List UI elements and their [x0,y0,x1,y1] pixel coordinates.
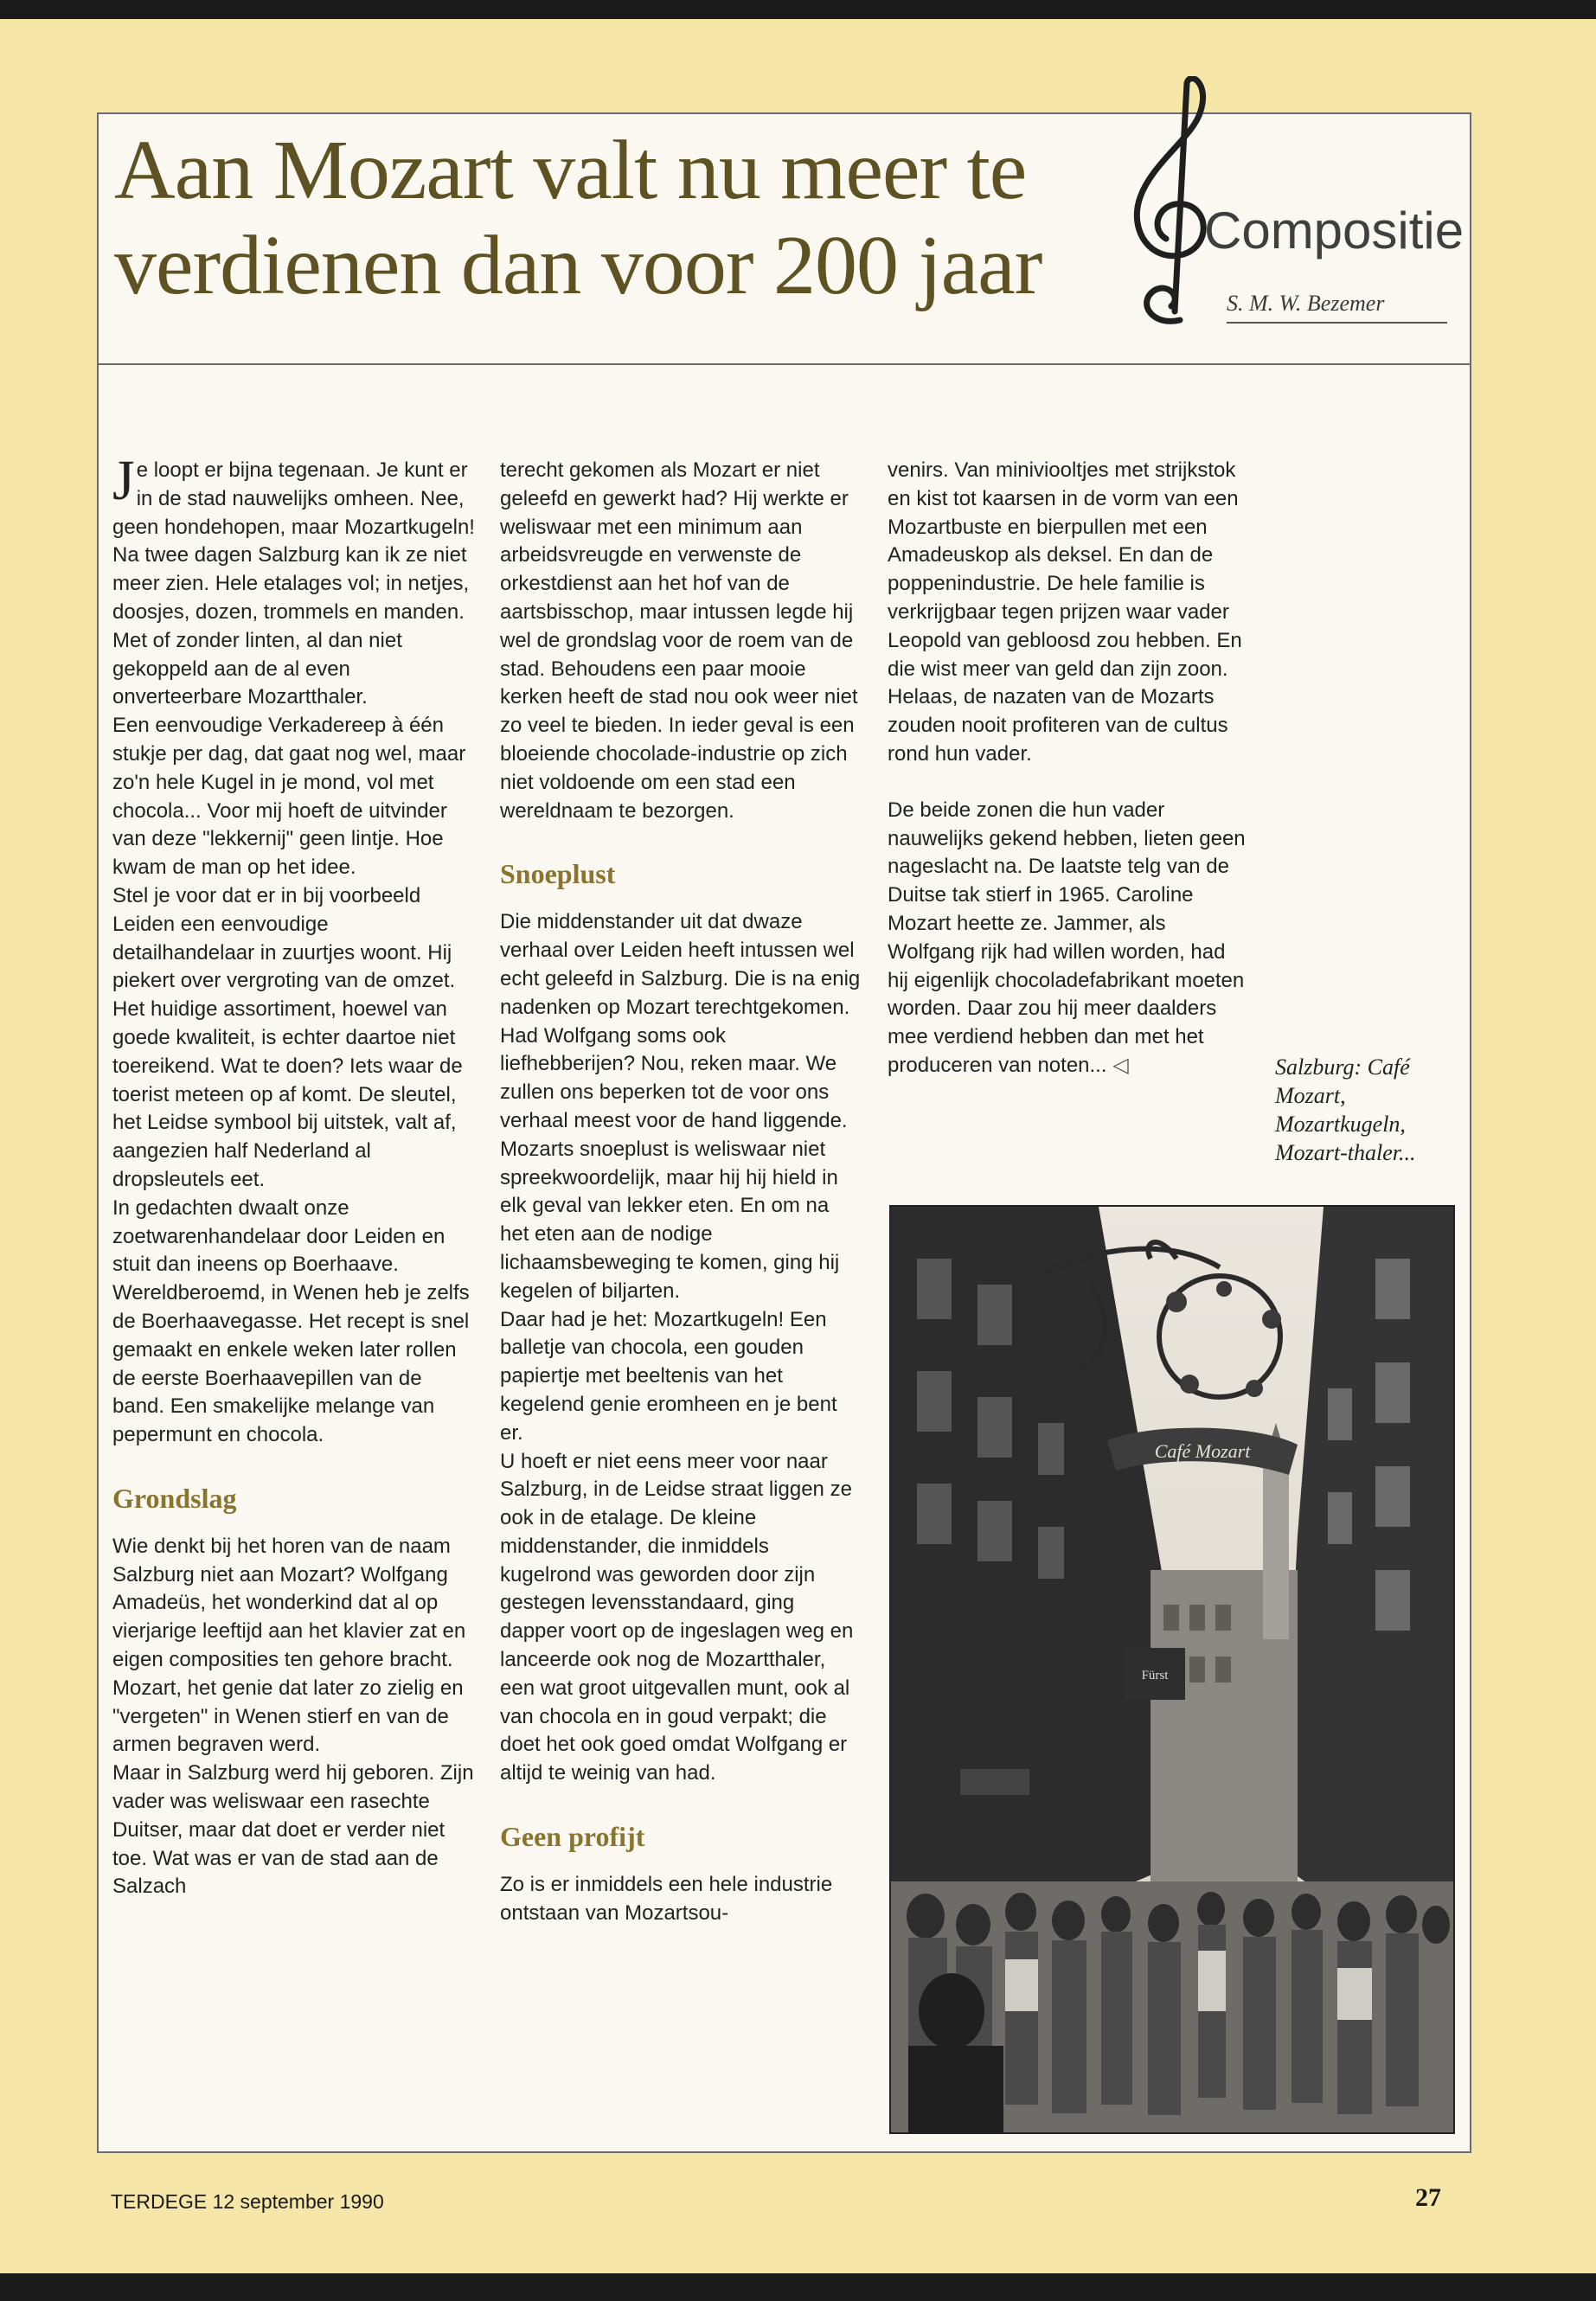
paragraph: Die middenstander uit dat dwaze verhaal over Leiden heeft intussen wel echt geleefd in Salzburg. Die is na enig nadenken op Mozart terechtgekomen. Had Wolfgang soms ook liefhebberijen? Nou, reken maar. We zullen ons beperken tot de voor ons verhaal meest voor de hand liggende. Mozarts snoeplust is weliswaar niet spreekwoordelijk, maar hij hij hield in elk geval van lekker eten. En om na het eten aan de nodige lichaamsbeweging te komen, ging hij kegelen of biljarten. [500,910,861,1303]
bottom-scan-edge [0,2273,1596,2301]
paragraph: venirs. Van miniviooltjes met strijkstok en kist tot kaarsen in de vorm van een Mozartbuste en bierpullen met een Amadeuskop als deksel. En dan de poppenindustrie. De hele familie is verkrijgbaar tegen prijzen waar vader Leopold van gebloosd zou hebben. En die wist meer van geld dan zijn zoon. Helaas, de nazaten van de Mozarts zouden nooit profiteren van de cultus rond hun vader. [888,458,1242,766]
paragraph [888,797,1251,1080]
subheading-snoeplust: Snoeplust [500,858,616,890]
page-number: 27 [1415,2183,1441,2212]
paragraph: Stel je voor dat er in bij voorbeeld Leiden een eenvoudige detailhandelaar in zuurtjes woont. Hij piekert over vergroting van de omzet. Het huidige assortiment, hoewel van goede kwaliteit, is echter daartoe niet toereikend. Wat te doen? Iets waar de toerist meteen op af komt. De sleutel, het Leidse symbool bij uitstek, valt af, aangezien half Nederland al dropsleutels eet. [112,883,463,1191]
paragraph [112,449,476,712]
salzburg-street-photo [889,1205,1455,2134]
article-column-2 [500,457,863,1928]
paragraph: Zo is er inmiddels een hele industrie ontstaan van Mozartsou- [500,1873,833,1925]
paragraph: U hoeft er niet eens meer voor naar Salzburg, in de Leidse straat liggen ze ook in de etalage. De kleine middenstander, die inmiddels kugelrond was geworden door zijn gestegen levensstandaard, ging dapper voort op de ingeslagen weg en lanceerde ook nog de Mozartthaler, een wat groot uitgevallen munt, ook al van chocola en in goud verpakt; die doet het ook goed omdat Wolfgang er altijd te weinig van had. [500,1449,854,1785]
cafe-sign-text: Café Mozart [1154,1440,1251,1462]
publication-footer: TERDEGE 12 september 1990 [111,2190,384,2213]
headline [114,123,1118,313]
article-column-1 [112,449,476,1901]
subheading-geen-profijt: Geen profijt [500,1821,645,1853]
section-label: Compositie [1204,202,1465,260]
paragraph-text: e loopt er bijna tegenaan. Je kunt er in de stad nauwelijks omheen. Nee, geen hondehopen, maar Mozartkugeln! Na twee dagen Salzburg kan ik ze niet meer zien. Hele etalages vol; in netjes, doosjes, dozen, trommels en manden. Met of zonder linten, al dan niet gekoppeld aan de al even onverteerbare Mozartthaler. [112,458,475,709]
paragraph: Een eenvoudige Verkadereep à één stukje per dag, dat gaat nog wel, maar zo'n hele Kugel in je mond, vol met chocola... Voor mij hoeft de uitvinder van deze "lekkernij" geen lintje. Hoe kwam de man op het idee. [112,714,466,880]
header-divider [97,363,1471,365]
paragraph: Maar in Salzburg werd hij geboren. Zijn vader was weliswaar een rasechte Duitser, maar dat doet er verder niet toe. Wat was er van de stad aan de Salzach [112,1761,474,1899]
subheading-grondslag: Grondslag [112,1482,237,1514]
paragraph: In gedachten dwaalt onze zoetwarenhandelaar door Leiden en stuit dan ineens op Boerhaave. Wereldberoemd, in Wenen heb je zelfs de Boerhaavegasse. Het recept is snel gemaakt en enkele weken later rollen de eerste Boerhaavepillen van de band. Een smakelijke melange van pepermunt en chocola. [112,1195,470,1447]
author-byline: S. M. W. Bezemer [1227,291,1447,324]
headline-line-1: Aan Mozart valt nu meer te [114,124,1027,217]
paragraph: Daar had je het: Mozartkugeln! Een balletje van chocola, een gouden papiertje met beeltenis van het kegelend genie eromheen en je bent er. [500,1307,837,1445]
headline-line-2: verdienen dan voor 200 jaar [114,219,1042,312]
paragraph-text: De beide zonen die hun vader nauwelijks gekend hebben, lieten geen nageslacht na. De laatste telg van de Duitse tak stierf in 1965. Caroline Mozart heette ze. Jammer, als Wolfgang rijk had willen worden, had hij eigenlijk chocoladefabrikant moeten worden. Daar zou hij meer daalders mee verdiend hebben dan met het produceren van noten... [888,798,1246,1077]
top-scan-edge [0,0,1596,19]
street-scene-illustration [891,1207,1453,2132]
drop-cap: J [112,449,135,512]
photo-caption: Salzburg: Café Mozart, Mozartkugeln, Mozart-thaler... [1275,1054,1416,1165]
shop-sign-text: Fürst [1141,1669,1169,1682]
paragraph: terecht gekomen als Mozart er niet geleefd en gewerkt had? Hij werkte er weliswaar met een minimum aan arbeidsvreugde en verwenste de orkestdienst aan het hof van de aartsbisschop, maar intussen legde hij wel de grondslag voor de roem van de stad. Behoudens een paar mooie kerken heeft de stad nou ook weer niet zo veel te bieden. In ieder geval is een bloeiende chocolade-industrie op zich niet voldoende om een stad een wereldnaam te bezorgen. [500,458,858,823]
article-column-3 [888,457,1251,1080]
paragraph: Wie denkt bij het horen van de naam Salzburg niet aan Mozart? Wolfgang Amadeüs, het wonderkind dat al op vierjarige leeftijd aan het klavier zat en eigen composities ten gehore bracht. Mozart, het genie dat later zo zielig en "vergeten" in Wenen stierf en van de armen begraven werd. [112,1534,466,1757]
end-mark-icon: ◁ [1112,1053,1129,1077]
paragraph-spacer [888,769,1251,797]
